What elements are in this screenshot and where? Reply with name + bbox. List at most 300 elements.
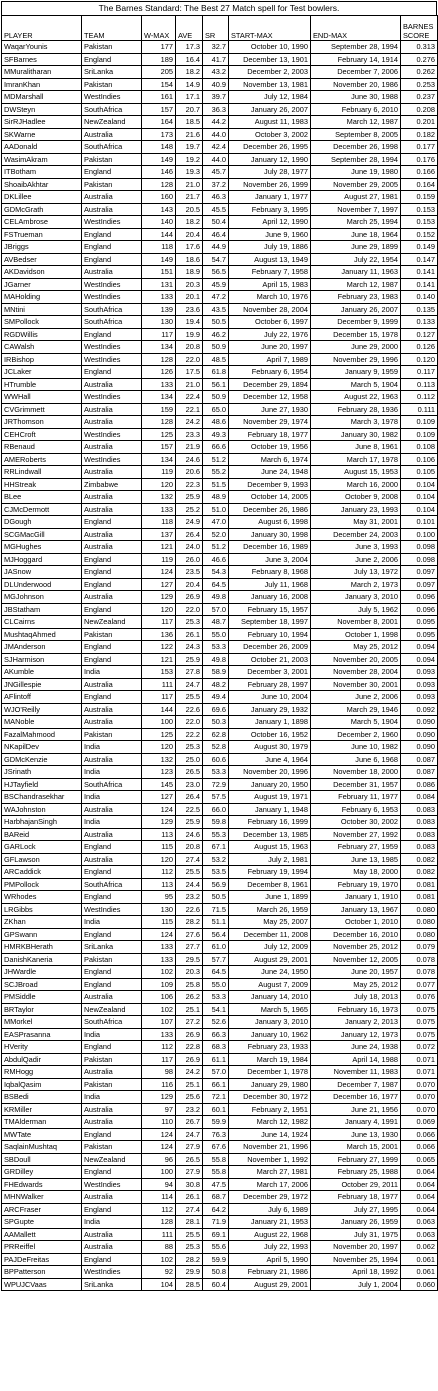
- player-cell[interactable]: FazalMahmood: [2, 728, 82, 741]
- ave-cell[interactable]: 25.5: [176, 866, 203, 879]
- team-cell[interactable]: SouthAfrica: [82, 141, 142, 154]
- team-cell[interactable]: India: [82, 791, 142, 804]
- barnes-score-cell[interactable]: 0.164: [401, 178, 438, 191]
- team-cell[interactable]: England: [82, 978, 142, 991]
- end-max-cell[interactable]: October 9, 2008: [311, 491, 401, 504]
- end-max-cell[interactable]: June 2, 2006: [311, 553, 401, 566]
- end-max-cell[interactable]: November 7, 1997: [311, 203, 401, 216]
- end-max-cell[interactable]: February 27, 1959: [311, 841, 401, 854]
- end-max-cell[interactable]: March 29, 1946: [311, 703, 401, 716]
- barnes-score-cell[interactable]: 0.166: [401, 166, 438, 179]
- end-max-cell[interactable]: January 3, 2010: [311, 591, 401, 604]
- ave-cell[interactable]: 22.1: [176, 403, 203, 416]
- end-max-cell[interactable]: July 13, 1972: [311, 566, 401, 579]
- team-cell[interactable]: SouthAfrica: [82, 1016, 142, 1029]
- sr-cell[interactable]: 46.2: [203, 328, 229, 341]
- sr-cell[interactable]: 68.3: [203, 1041, 229, 1054]
- end-max-cell[interactable]: March 5, 1904: [311, 378, 401, 391]
- team-cell[interactable]: WestIndies: [82, 428, 142, 441]
- team-cell[interactable]: Australia: [82, 591, 142, 604]
- start-max-cell[interactable]: January 1, 1948: [229, 803, 311, 816]
- barnes-score-cell[interactable]: 0.127: [401, 328, 438, 341]
- player-cell[interactable]: RBenaud: [2, 441, 82, 454]
- player-cell[interactable]: RGDWillis: [2, 328, 82, 341]
- ave-cell[interactable]: 23.0: [176, 778, 203, 791]
- wmax-cell[interactable]: 88: [142, 1241, 176, 1254]
- team-cell[interactable]: WestIndies: [82, 216, 142, 229]
- sr-cell[interactable]: 59.9: [203, 1116, 229, 1129]
- team-cell[interactable]: India: [82, 816, 142, 829]
- team-cell[interactable]: SouthAfrica: [82, 303, 142, 316]
- wmax-cell[interactable]: 160: [142, 191, 176, 204]
- sr-cell[interactable]: 58.9: [203, 666, 229, 679]
- sr-cell[interactable]: 49.4: [203, 691, 229, 704]
- end-max-cell[interactable]: November 20, 1986: [311, 78, 401, 91]
- ave-cell[interactable]: 17.5: [176, 366, 203, 379]
- sr-cell[interactable]: 66.6: [203, 441, 229, 454]
- ave-cell[interactable]: 30.8: [176, 1178, 203, 1191]
- end-max-cell[interactable]: June 29, 2000: [311, 341, 401, 354]
- wmax-cell[interactable]: 118: [142, 241, 176, 254]
- team-cell[interactable]: NewZealand: [82, 1153, 142, 1166]
- player-cell[interactable]: WJO'Reilly: [2, 703, 82, 716]
- sr-cell[interactable]: 65.0: [203, 403, 229, 416]
- wmax-cell[interactable]: 144: [142, 703, 176, 716]
- end-max-cell[interactable]: January 4, 1991: [311, 1116, 401, 1129]
- team-cell[interactable]: England: [82, 578, 142, 591]
- header-barnes-score[interactable]: BARNES SCORE: [401, 16, 438, 41]
- wmax-cell[interactable]: 177: [142, 41, 176, 54]
- start-max-cell[interactable]: January 1, 1977: [229, 191, 311, 204]
- wmax-cell[interactable]: 117: [142, 616, 176, 629]
- start-max-cell[interactable]: December 3, 2001: [229, 666, 311, 679]
- start-max-cell[interactable]: October 6, 1997: [229, 316, 311, 329]
- wmax-cell[interactable]: 121: [142, 653, 176, 666]
- sr-cell[interactable]: 48.7: [203, 616, 229, 629]
- wmax-cell[interactable]: 128: [142, 1216, 176, 1229]
- player-cell[interactable]: HHStreak: [2, 478, 82, 491]
- ave-cell[interactable]: 24.4: [176, 878, 203, 891]
- sr-cell[interactable]: 53.3: [203, 766, 229, 779]
- team-cell[interactable]: Australia: [82, 528, 142, 541]
- team-cell[interactable]: India: [82, 1091, 142, 1104]
- team-cell[interactable]: Australia: [82, 753, 142, 766]
- start-max-cell[interactable]: June 24, 1950: [229, 966, 311, 979]
- sr-cell[interactable]: 44.0: [203, 153, 229, 166]
- player-cell[interactable]: WAJohnston: [2, 803, 82, 816]
- barnes-score-cell[interactable]: 0.069: [401, 1116, 438, 1129]
- header-team[interactable]: TEAM: [82, 16, 142, 41]
- ave-cell[interactable]: 27.4: [176, 853, 203, 866]
- player-cell[interactable]: FHEdwards: [2, 1178, 82, 1191]
- team-cell[interactable]: England: [82, 603, 142, 616]
- team-cell[interactable]: Pakistan: [82, 953, 142, 966]
- sr-cell[interactable]: 44.9: [203, 241, 229, 254]
- player-cell[interactable]: MMuralitharan: [2, 66, 82, 79]
- barnes-score-cell[interactable]: 0.092: [401, 703, 438, 716]
- sr-cell[interactable]: 69.6: [203, 703, 229, 716]
- end-max-cell[interactable]: January 23, 1993: [311, 503, 401, 516]
- team-cell[interactable]: WestIndies: [82, 291, 142, 304]
- barnes-score-cell[interactable]: 0.072: [401, 1041, 438, 1054]
- end-max-cell[interactable]: May 18, 2000: [311, 866, 401, 879]
- team-cell[interactable]: Australia: [82, 203, 142, 216]
- ave-cell[interactable]: 25.5: [176, 691, 203, 704]
- sr-cell[interactable]: 52.6: [203, 1016, 229, 1029]
- team-cell[interactable]: Australia: [82, 441, 142, 454]
- sr-cell[interactable]: 48.2: [203, 678, 229, 691]
- barnes-score-cell[interactable]: 0.117: [401, 366, 438, 379]
- player-cell[interactable]: ITBotham: [2, 166, 82, 179]
- wmax-cell[interactable]: 120: [142, 853, 176, 866]
- wmax-cell[interactable]: 102: [142, 1253, 176, 1266]
- sr-cell[interactable]: 71.9: [203, 1216, 229, 1229]
- player-cell[interactable]: FSTrueman: [2, 228, 82, 241]
- barnes-score-cell[interactable]: 0.112: [401, 391, 438, 404]
- end-max-cell[interactable]: September 28, 1994: [311, 153, 401, 166]
- barnes-score-cell[interactable]: 0.078: [401, 966, 438, 979]
- player-cell[interactable]: IRBishop: [2, 353, 82, 366]
- sr-cell[interactable]: 55.0: [203, 628, 229, 641]
- team-cell[interactable]: India: [82, 1216, 142, 1229]
- team-cell[interactable]: Australia: [82, 1191, 142, 1204]
- wmax-cell[interactable]: 123: [142, 766, 176, 779]
- barnes-score-cell[interactable]: 0.080: [401, 928, 438, 941]
- player-cell[interactable]: MHNWalker: [2, 1191, 82, 1204]
- wmax-cell[interactable]: 95: [142, 891, 176, 904]
- end-max-cell[interactable]: January 26, 2007: [311, 303, 401, 316]
- end-max-cell[interactable]: January 2, 2013: [311, 1016, 401, 1029]
- sr-cell[interactable]: 47.5: [203, 1178, 229, 1191]
- ave-cell[interactable]: 16.4: [176, 53, 203, 66]
- barnes-score-cell[interactable]: 0.182: [401, 128, 438, 141]
- end-max-cell[interactable]: November 20, 1997: [311, 1241, 401, 1254]
- end-max-cell[interactable]: April 14, 1988: [311, 1053, 401, 1066]
- sr-cell[interactable]: 55.8: [203, 1153, 229, 1166]
- end-max-cell[interactable]: June 3, 1993: [311, 541, 401, 554]
- wmax-cell[interactable]: 121: [142, 541, 176, 554]
- team-cell[interactable]: Pakistan: [82, 628, 142, 641]
- start-max-cell[interactable]: November 1, 1992: [229, 1153, 311, 1166]
- wmax-cell[interactable]: 104: [142, 1278, 176, 1291]
- ave-cell[interactable]: 24.3: [176, 641, 203, 654]
- end-max-cell[interactable]: November 29, 2005: [311, 178, 401, 191]
- barnes-score-cell[interactable]: 0.109: [401, 416, 438, 429]
- player-cell[interactable]: JGarner: [2, 278, 82, 291]
- start-max-cell[interactable]: February 21, 1986: [229, 1266, 311, 1279]
- start-max-cell[interactable]: January 10, 1962: [229, 1028, 311, 1041]
- barnes-score-cell[interactable]: 0.064: [401, 1191, 438, 1204]
- team-cell[interactable]: SouthAfrica: [82, 878, 142, 891]
- end-max-cell[interactable]: February 19, 1970: [311, 878, 401, 891]
- barnes-score-cell[interactable]: 0.087: [401, 766, 438, 779]
- wmax-cell[interactable]: 124: [142, 566, 176, 579]
- start-max-cell[interactable]: August 7, 2009: [229, 978, 311, 991]
- wmax-cell[interactable]: 189: [142, 53, 176, 66]
- ave-cell[interactable]: 23.3: [176, 428, 203, 441]
- start-max-cell[interactable]: February 7, 1958: [229, 266, 311, 279]
- sr-cell[interactable]: 53.3: [203, 991, 229, 1004]
- start-max-cell[interactable]: October 14, 2005: [229, 491, 311, 504]
- player-cell[interactable]: ARCaddick: [2, 866, 82, 879]
- ave-cell[interactable]: 21.0: [176, 378, 203, 391]
- end-max-cell[interactable]: October 30, 2002: [311, 816, 401, 829]
- team-cell[interactable]: India: [82, 741, 142, 754]
- player-cell[interactable]: MDMarshall: [2, 91, 82, 104]
- sr-cell[interactable]: 56.5: [203, 266, 229, 279]
- barnes-score-cell[interactable]: 0.070: [401, 1103, 438, 1116]
- wmax-cell[interactable]: 134: [142, 391, 176, 404]
- player-cell[interactable]: AFlintoff: [2, 691, 82, 704]
- ave-cell[interactable]: 25.9: [176, 816, 203, 829]
- end-max-cell[interactable]: June 6, 1968: [311, 753, 401, 766]
- team-cell[interactable]: India: [82, 916, 142, 929]
- ave-cell[interactable]: 19.2: [176, 153, 203, 166]
- player-cell[interactable]: JRThomson: [2, 416, 82, 429]
- player-cell[interactable]: DLUnderwood: [2, 578, 82, 591]
- team-cell[interactable]: India: [82, 666, 142, 679]
- start-max-cell[interactable]: June 3, 2004: [229, 553, 311, 566]
- end-max-cell[interactable]: January 1, 1910: [311, 891, 401, 904]
- end-max-cell[interactable]: July 1, 2004: [311, 1278, 401, 1291]
- player-cell[interactable]: IqbalQasim: [2, 1078, 82, 1091]
- end-max-cell[interactable]: June 19, 1980: [311, 166, 401, 179]
- start-max-cell[interactable]: April 15, 1983: [229, 278, 311, 291]
- barnes-score-cell[interactable]: 0.066: [401, 1141, 438, 1154]
- player-cell[interactable]: BPPatterson: [2, 1266, 82, 1279]
- ave-cell[interactable]: 22.4: [176, 391, 203, 404]
- team-cell[interactable]: Australia: [82, 1241, 142, 1254]
- end-max-cell[interactable]: June 18, 1964: [311, 228, 401, 241]
- start-max-cell[interactable]: July 6, 1989: [229, 1203, 311, 1216]
- ave-cell[interactable]: 20.8: [176, 841, 203, 854]
- player-cell[interactable]: NKapilDev: [2, 741, 82, 754]
- barnes-score-cell[interactable]: 0.065: [401, 1153, 438, 1166]
- barnes-score-cell[interactable]: 0.081: [401, 878, 438, 891]
- barnes-score-cell[interactable]: 0.064: [401, 1166, 438, 1179]
- player-cell[interactable]: AADonald: [2, 141, 82, 154]
- wmax-cell[interactable]: 129: [142, 591, 176, 604]
- start-max-cell[interactable]: October 3, 2002: [229, 128, 311, 141]
- start-max-cell[interactable]: January 29, 1980: [229, 1078, 311, 1091]
- wmax-cell[interactable]: 118: [142, 516, 176, 529]
- sr-cell[interactable]: 43.2: [203, 66, 229, 79]
- barnes-score-cell[interactable]: 0.077: [401, 978, 438, 991]
- wmax-cell[interactable]: 117: [142, 1053, 176, 1066]
- start-max-cell[interactable]: August 30, 1979: [229, 741, 311, 754]
- ave-cell[interactable]: 25.3: [176, 741, 203, 754]
- ave-cell[interactable]: 28.5: [176, 1278, 203, 1291]
- wmax-cell[interactable]: 111: [142, 1228, 176, 1241]
- ave-cell[interactable]: 29.5: [176, 953, 203, 966]
- team-cell[interactable]: England: [82, 253, 142, 266]
- start-max-cell[interactable]: February 8, 1968: [229, 566, 311, 579]
- wmax-cell[interactable]: 130: [142, 903, 176, 916]
- sr-cell[interactable]: 32.7: [203, 41, 229, 54]
- wmax-cell[interactable]: 98: [142, 1066, 176, 1079]
- wmax-cell[interactable]: 130: [142, 316, 176, 329]
- end-max-cell[interactable]: February 6, 1953: [311, 803, 401, 816]
- player-cell[interactable]: SKWarne: [2, 128, 82, 141]
- start-max-cell[interactable]: December 12, 1958: [229, 391, 311, 404]
- ave-cell[interactable]: 24.6: [176, 453, 203, 466]
- team-cell[interactable]: Australia: [82, 1066, 142, 1079]
- team-cell[interactable]: Australia: [82, 416, 142, 429]
- team-cell[interactable]: Australia: [82, 403, 142, 416]
- player-cell[interactable]: WaqarYounis: [2, 41, 82, 54]
- barnes-score-cell[interactable]: 0.062: [401, 1241, 438, 1254]
- start-max-cell[interactable]: October 16, 1952: [229, 728, 311, 741]
- player-cell[interactable]: PMPollock: [2, 878, 82, 891]
- barnes-score-cell[interactable]: 0.140: [401, 291, 438, 304]
- end-max-cell[interactable]: October 29, 2011: [311, 1178, 401, 1191]
- player-cell[interactable]: GPSwann: [2, 928, 82, 941]
- sr-cell[interactable]: 67.6: [203, 1141, 229, 1154]
- sr-cell[interactable]: 61.1: [203, 1053, 229, 1066]
- barnes-score-cell[interactable]: 0.111: [401, 403, 438, 416]
- ave-cell[interactable]: 20.6: [176, 466, 203, 479]
- end-max-cell[interactable]: January 30, 1982: [311, 428, 401, 441]
- player-cell[interactable]: GDMcKenzie: [2, 753, 82, 766]
- barnes-score-cell[interactable]: 0.208: [401, 103, 438, 116]
- barnes-score-cell[interactable]: 0.090: [401, 728, 438, 741]
- sr-cell[interactable]: 64.5: [203, 966, 229, 979]
- team-cell[interactable]: Australia: [82, 466, 142, 479]
- ave-cell[interactable]: 19.9: [176, 328, 203, 341]
- player-cell[interactable]: MANoble: [2, 716, 82, 729]
- team-cell[interactable]: WestIndies: [82, 1178, 142, 1191]
- ave-cell[interactable]: 25.3: [176, 616, 203, 629]
- barnes-score-cell[interactable]: 0.083: [401, 816, 438, 829]
- wmax-cell[interactable]: 139: [142, 303, 176, 316]
- team-cell[interactable]: England: [82, 691, 142, 704]
- barnes-score-cell[interactable]: 0.090: [401, 716, 438, 729]
- ave-cell[interactable]: 20.1: [176, 291, 203, 304]
- team-cell[interactable]: Australia: [82, 1228, 142, 1241]
- start-max-cell[interactable]: August 15, 1963: [229, 841, 311, 854]
- ave-cell[interactable]: 29.9: [176, 1266, 203, 1279]
- barnes-score-cell[interactable]: 0.070: [401, 1091, 438, 1104]
- ave-cell[interactable]: 26.0: [176, 553, 203, 566]
- ave-cell[interactable]: 28.2: [176, 916, 203, 929]
- end-max-cell[interactable]: November 25, 2012: [311, 941, 401, 954]
- start-max-cell[interactable]: June 24, 1948: [229, 466, 311, 479]
- team-cell[interactable]: England: [82, 553, 142, 566]
- barnes-score-cell[interactable]: 0.095: [401, 616, 438, 629]
- team-cell[interactable]: SriLanka: [82, 941, 142, 954]
- sr-cell[interactable]: 50.4: [203, 216, 229, 229]
- sr-cell[interactable]: 76.3: [203, 1128, 229, 1141]
- start-max-cell[interactable]: December 13, 1985: [229, 828, 311, 841]
- team-cell[interactable]: Pakistan: [82, 78, 142, 91]
- wmax-cell[interactable]: 159: [142, 403, 176, 416]
- end-max-cell[interactable]: August 22, 1963: [311, 391, 401, 404]
- team-cell[interactable]: England: [82, 928, 142, 941]
- header-sr[interactable]: SR: [203, 16, 229, 41]
- team-cell[interactable]: Pakistan: [82, 1141, 142, 1154]
- team-cell[interactable]: England: [82, 1166, 142, 1179]
- sr-cell[interactable]: 62.8: [203, 728, 229, 741]
- wmax-cell[interactable]: 97: [142, 1103, 176, 1116]
- start-max-cell[interactable]: February 28, 1997: [229, 678, 311, 691]
- player-cell[interactable]: BLee: [2, 491, 82, 504]
- player-cell[interactable]: MWTate: [2, 1128, 82, 1141]
- sr-cell[interactable]: 37.2: [203, 178, 229, 191]
- player-cell[interactable]: ARCFraser: [2, 1203, 82, 1216]
- end-max-cell[interactable]: January 12, 1973: [311, 1028, 401, 1041]
- end-max-cell[interactable]: October 1, 1998: [311, 628, 401, 641]
- player-cell[interactable]: ImranKhan: [2, 78, 82, 91]
- end-max-cell[interactable]: April 18, 1992: [311, 1266, 401, 1279]
- wmax-cell[interactable]: 132: [142, 753, 176, 766]
- start-max-cell[interactable]: February 6, 1954: [229, 366, 311, 379]
- sr-cell[interactable]: 53.2: [203, 853, 229, 866]
- ave-cell[interactable]: 19.7: [176, 141, 203, 154]
- end-max-cell[interactable]: July 31, 1975: [311, 1228, 401, 1241]
- team-cell[interactable]: Pakistan: [82, 1078, 142, 1091]
- player-cell[interactable]: GRDilley: [2, 1166, 82, 1179]
- start-max-cell[interactable]: February 18, 1977: [229, 428, 311, 441]
- barnes-score-cell[interactable]: 0.106: [401, 453, 438, 466]
- sr-cell[interactable]: 68.7: [203, 1191, 229, 1204]
- wmax-cell[interactable]: 112: [142, 1203, 176, 1216]
- start-max-cell[interactable]: June 4, 1964: [229, 753, 311, 766]
- player-cell[interactable]: ShoaibAkhtar: [2, 178, 82, 191]
- start-max-cell[interactable]: June 27, 1930: [229, 403, 311, 416]
- start-max-cell[interactable]: July 12, 1984: [229, 91, 311, 104]
- end-max-cell[interactable]: January 11, 1963: [311, 266, 401, 279]
- ave-cell[interactable]: 21.9: [176, 441, 203, 454]
- barnes-score-cell[interactable]: 0.064: [401, 1178, 438, 1191]
- ave-cell[interactable]: 22.5: [176, 803, 203, 816]
- team-cell[interactable]: SouthAfrica: [82, 316, 142, 329]
- player-cell[interactable]: HVerity: [2, 1041, 82, 1054]
- barnes-score-cell[interactable]: 0.135: [401, 303, 438, 316]
- end-max-cell[interactable]: June 30, 1988: [311, 91, 401, 104]
- team-cell[interactable]: India: [82, 766, 142, 779]
- barnes-score-cell[interactable]: 0.076: [401, 991, 438, 1004]
- team-cell[interactable]: NewZealand: [82, 116, 142, 129]
- ave-cell[interactable]: 26.9: [176, 1028, 203, 1041]
- end-max-cell[interactable]: December 9, 1999: [311, 316, 401, 329]
- wmax-cell[interactable]: 133: [142, 291, 176, 304]
- sr-cell[interactable]: 64.5: [203, 578, 229, 591]
- barnes-score-cell[interactable]: 0.152: [401, 228, 438, 241]
- sr-cell[interactable]: 47.0: [203, 516, 229, 529]
- team-cell[interactable]: Australia: [82, 128, 142, 141]
- start-max-cell[interactable]: November 28, 2004: [229, 303, 311, 316]
- end-max-cell[interactable]: July 5, 1962: [311, 603, 401, 616]
- end-max-cell[interactable]: November 29, 1996: [311, 353, 401, 366]
- sr-cell[interactable]: 60.4: [203, 1278, 229, 1291]
- wmax-cell[interactable]: 173: [142, 128, 176, 141]
- ave-cell[interactable]: 24.7: [176, 678, 203, 691]
- sr-cell[interactable]: 57.0: [203, 1066, 229, 1079]
- sr-cell[interactable]: 52.8: [203, 741, 229, 754]
- start-max-cell[interactable]: November 20, 1996: [229, 766, 311, 779]
- wmax-cell[interactable]: 137: [142, 528, 176, 541]
- ave-cell[interactable]: 24.9: [176, 516, 203, 529]
- ave-cell[interactable]: 20.8: [176, 341, 203, 354]
- start-max-cell[interactable]: December 11, 2008: [229, 928, 311, 941]
- barnes-score-cell[interactable]: 0.120: [401, 353, 438, 366]
- team-cell[interactable]: England: [82, 166, 142, 179]
- ave-cell[interactable]: 23.2: [176, 891, 203, 904]
- player-cell[interactable]: JNGillespie: [2, 678, 82, 691]
- ave-cell[interactable]: 26.4: [176, 528, 203, 541]
- sr-cell[interactable]: 40.9: [203, 78, 229, 91]
- player-cell[interactable]: BSChandrasekhar: [2, 791, 82, 804]
